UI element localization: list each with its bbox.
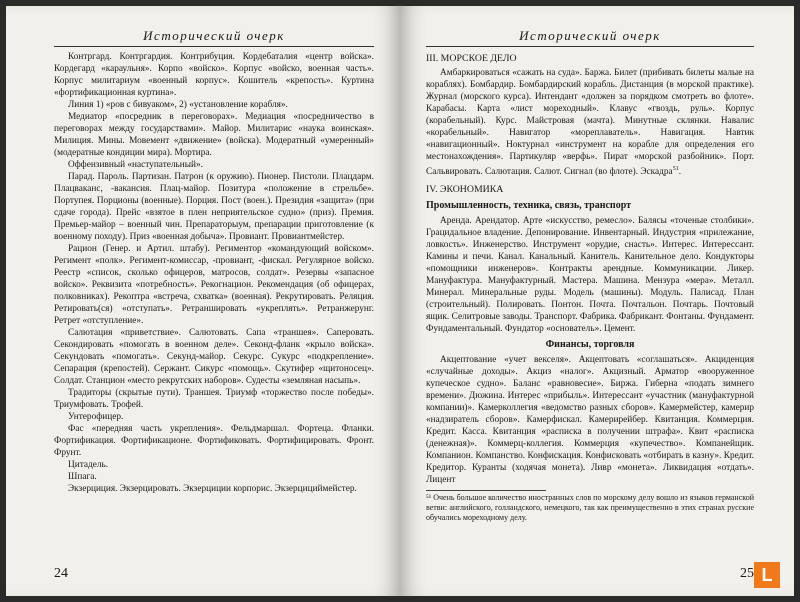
paragraph: Фас «передняя часть укрепления». Фельдмаршал. Фортеца. Фланки. Фортификация. Фортификационе. Фортификовать. Фортифицировать. Фронт. Фрунт.	[54, 424, 374, 458]
left-page	[6, 6, 400, 596]
section-heading: III. МОРСКОЕ ДЕЛО	[426, 53, 517, 64]
paragraph: Медиатор «посредник в переговорах». Медиация «посредничество в переговорах между государствами». Майор. Милитарис «наука воинская». Милиция. Мины. Мовемент «движение» (войска). Модератный «умеренный» (модератные кондиции мира). Мортира.	[54, 112, 374, 158]
footnote: ⁵¹ Очень большое количество иностранных слов по морскому делу вошло из языков германской ветви: английского, голландского, немецкого, так как преимущественно в этих странах русские обучались мореходному делу.	[426, 493, 754, 523]
paragraph: Цитадель.	[68, 460, 109, 470]
section-heading: IV. ЭКОНОМИКА	[426, 184, 504, 196]
sea-text: Амбаркироваться «сажать на суда». Баржа. Билет (прибивать билеты малые на кораблях). Бомбардир. Бомбардирский корабль. Дистанция (в морской практике). Журнал (морского курса). Интендант «должен за порядком смотреть во флоте». Карабасы. Карта «лист мореходный». Клавус «гвоздь, руль». Корпус (корабельный). Курс. Майстровая (мачта). Минутные склянки. Навалис «корабельный». Навигатор «мореплаватель». Навигация. Навтик «навигационный». Ноктурнал «инструмент на корабле для определения его местонахождения». Партикуляр «верфь». Пират «морской разбойник». Порт. Сальвировать. Салютация. Салют. Сигнал (во флоте). Эскадра	[426, 68, 754, 178]
paragraph	[426, 67, 754, 178]
footnote-divider	[426, 490, 546, 491]
running-header: Исторический очерк	[54, 28, 374, 47]
paragraph: Традиторы (скрытые пути). Траншея. Триумф «торжество после победы». Триумфовать. Трофей.	[54, 388, 374, 410]
paragraph: Унтерофицер.	[68, 412, 124, 422]
page-number: 25	[740, 566, 754, 581]
paragraph: Акцептование «учет векселя». Акцептовать «соглашаться». Акциденция «случайные доходы». Акциз «налог». Акцизный. Арматор «вооруженное купеческое судно». Баланс «равновесие». Биржа. Гиберна «подать зимнего времени». Дюжина. Интерес «прибыль». Интерессант «участник (мануфактурной компании)». Камерколлегия «ведомство разных сборов». Камермейстер, камерир «надзиратель сборов». Камерфискал. Камерирейбер. Квитанция. Коммерция. Кредит. Касса. Квитанция «расписка в получении штрафа». Квит «расписка (денежная)». Коммерц-коллегия. Коммерция «купечество». Компанейщик. Компанион. Компанство. Конфискация. Конфисковать «отбирать в казну». Кредит. Кредитор. Куранты (ходячая монета). Ливр «монета». Ликвидация «отдать». Лицент	[426, 355, 754, 486]
running-header: Исторический очерк	[426, 28, 754, 47]
right-body	[426, 53, 754, 523]
paragraph: Контргард. Контргардия. Контрибуция. Кордебаталия «центр войска». Кордегард «караульня». Корпо «войско». Корпус «войско, военная часть». Корпус милитариум «военный корпус». Кошитель «крепость». Куртина «фортификационная куртина».	[54, 52, 374, 98]
paragraph: Оффензивный «наступательный».	[68, 160, 203, 170]
paragraph: Линия 1) «ров с бивуаком», 2) «установление корабля».	[68, 100, 288, 110]
page-number: 24	[54, 566, 68, 581]
subsection-heading: Промышленность, техника, связь, транспорт	[426, 200, 632, 212]
paragraph: Парад. Пароль. Партизан. Патрон (к оружию). Пионер. Пистоли. Плацдарм. Плацваканс, -вакансия. Плац-майор. Позитура «положение в стрельбе». Портупея. Порционы (военные). Порция. Пост (воен.). Президия «защита» (при сдаче города). Прейс «взятое в плен неприятельское судно» (приз). Премия. Премьер-майор – военный чин. Препараторыум, препарации приготовление (к военному походу). Приз «военная добыча». Провиант. Провиантмейстер.	[54, 172, 374, 242]
right-page	[400, 6, 794, 596]
sea-tail: .	[678, 167, 682, 178]
labirint-logo-icon: L	[754, 562, 780, 588]
footnote-mark: 51	[672, 166, 679, 172]
paragraph: Аренда. Арендатор. Арте «искусство, ремесло». Балясы «точеные столбики». Грацидальное владение. Депонирование. Инвентарный. Индустрия «прилежание, ловкость». Инженерство. Инструмент «орудие, снасть». Интерес. Интерессант. Камины и печи. Канал. Канальный. Канитель. Канительное дело. Кондукторы «помощники инженеров». Контракты арендные. Коммуникации. Ликер. Мануфактура. Мануфактурный. Мастера. Машина. Мензура «мера». Металл. Минерал. Минеральные руды. Модель (машины). Модуль. Палисад. План (строительный). Полировать. Понтон. Почта. Почтальон. Почтарь. Почтовый ящик. Селитровые заводы. Транспорт. Фабрика. Фабрикант. Фонтаны. Фундамент. Фундаментальный. Фундатор «основатель». Цемент.	[426, 216, 754, 335]
paragraph: Рацион (Генер. и Артил. штабу). Региментор «командующий войском». Регимент «полк». Регимент-комиссар, -провиант, -фискал. Регулярное войско. Реестр «список, сколько офицеров, матросов, солдат». Резервы «запасное войско». Реквизита «потребность». Рекогнацион. Рекомендация (об офицерах, полковниках). Рекоптра «встреча, схватка» (военная). Рекрутировать. Реляция. Ретировать(ся) «отступать». Ретраншировать «укреплять». Ретранжерунг. Ретрет «отступление».	[54, 244, 374, 326]
subsection-heading: Финансы, торговля	[545, 339, 635, 351]
paragraph: Шпага.	[68, 472, 97, 482]
paragraph: Салютация «приветствие». Салютовать. Сапа «траншея». Саперовать. Секондировать «помогать в военном деле». Секонд-фланк «крыло войска». Секундовать «помогать». Секунд-майор. Секурс. Сукурс «подкрепление». Сепарация (крепостей). Сержант. Сикурс «помощь». Скутифер «щитоносец». Солдат. Станцион «место рекрутских наборов». Судесты «земляная насыпь».	[54, 328, 374, 386]
left-body	[54, 51, 374, 495]
paragraph: Экзерциция. Экзерцировать. Экзерциции корпорис. Экзерцициймейстер.	[68, 484, 357, 494]
book-spread	[6, 6, 794, 596]
